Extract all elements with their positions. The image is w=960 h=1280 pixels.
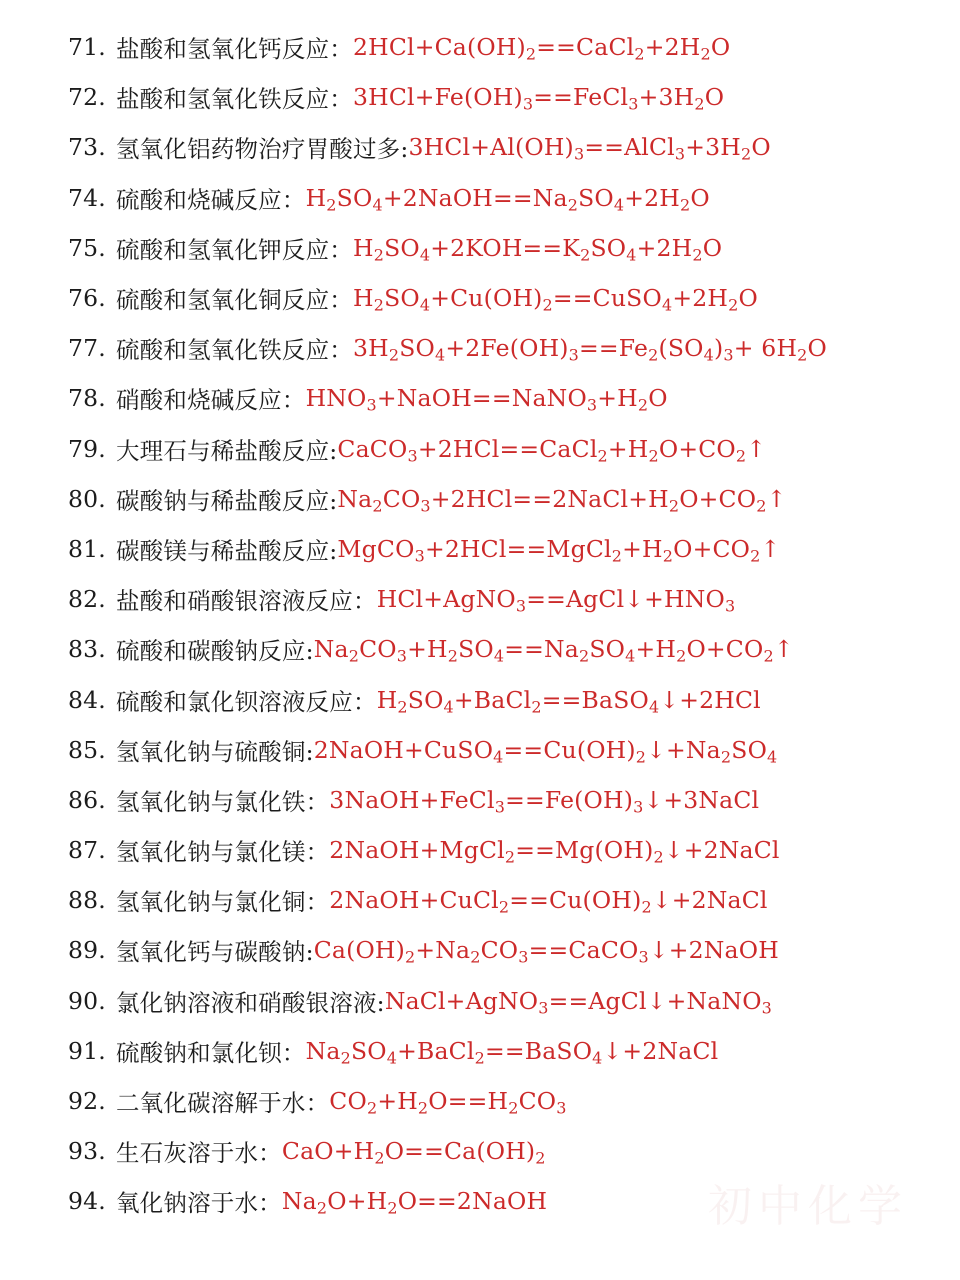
reaction-row bbox=[68, 674, 940, 724]
reaction-description: 盐酸和硝酸银溶液反应： bbox=[115, 587, 377, 616]
reaction-description: 氢氧化钠与氯化镁： bbox=[115, 838, 330, 867]
reaction-number: 83. bbox=[68, 635, 106, 664]
reaction-formula: $2NaOH+CuCl_2==Cu(OH)_2↓+2NaCl$ bbox=[329, 886, 768, 917]
reaction-number: 93. bbox=[68, 1137, 106, 1166]
reaction-number: 81. bbox=[68, 534, 106, 563]
reaction-description: 大理石与稀盐酸反应: bbox=[115, 436, 338, 465]
reaction-row bbox=[68, 273, 940, 323]
reaction-formula: $H_2SO_4+2NaOH==Na_2SO_4+2H_2O$ bbox=[305, 183, 710, 215]
reaction-row bbox=[68, 223, 940, 273]
reaction-formula: $3HCl+Fe(OH)_3==FeCl_3+3H_2O$ bbox=[352, 83, 725, 114]
reaction-row bbox=[68, 1076, 940, 1126]
reaction-description: 氢氧化钠与氯化铁： bbox=[115, 787, 330, 816]
reaction-number: 80. bbox=[68, 484, 106, 513]
reaction-description: 碳酸镁与稀盐酸反应: bbox=[115, 536, 338, 565]
reaction-row bbox=[68, 22, 940, 72]
reaction-number: 90. bbox=[68, 986, 106, 1015]
reaction-row bbox=[68, 1026, 940, 1076]
reaction-row bbox=[68, 825, 940, 875]
reaction-description: 硫酸和氢氧化钾反应： bbox=[115, 235, 353, 264]
reaction-number: 82. bbox=[68, 585, 106, 614]
reaction-number: 72. bbox=[68, 83, 106, 112]
reaction-formula: $2NaOH+MgCl_2==Mg(OH)_2↓+2NaCl$ bbox=[329, 836, 780, 867]
reaction-description: 硫酸和碳酸钠反应: bbox=[115, 637, 314, 666]
reaction-formula: $Na_2CO_3+H_2SO_4==Na_2SO_4+H_2O+CO_2↑$ bbox=[313, 635, 794, 666]
reaction-description: 硝酸和烧碱反应： bbox=[115, 386, 306, 415]
reaction-description: 硫酸和氯化钡溶液反应： bbox=[115, 687, 377, 716]
reaction-description: 盐酸和氢氧化铁反应： bbox=[115, 85, 353, 114]
reaction-row bbox=[68, 323, 940, 373]
reaction-row bbox=[68, 72, 940, 122]
reaction-row bbox=[68, 925, 940, 975]
reaction-row bbox=[68, 624, 940, 674]
reaction-number: 92. bbox=[68, 1087, 106, 1116]
reaction-number: 75. bbox=[68, 233, 106, 262]
reaction-list bbox=[68, 22, 940, 1227]
reaction-number: 94. bbox=[68, 1187, 106, 1216]
reaction-description: 盐酸和氢氧化钙反应： bbox=[115, 35, 353, 64]
reaction-formula: $Ca(OH)_2+Na_2CO_3==CaCO_3↓+2NaOH$ bbox=[313, 936, 779, 967]
reaction-formula: $CO_2+H_2O==H_2CO_3$ bbox=[329, 1087, 567, 1118]
reaction-formula: $HCl+AgNO_3==AgCl↓+HNO_3$ bbox=[376, 585, 736, 616]
reaction-formula: $CaCO_3+2HCl==CaCl_2+H_2O+CO_2↑$ bbox=[337, 434, 767, 466]
reaction-row bbox=[68, 725, 940, 775]
reaction-number: 74. bbox=[68, 183, 106, 212]
reaction-row bbox=[68, 474, 940, 524]
reaction-formula: $HNO_3+NaOH==NaNO_3+H_2O$ bbox=[305, 384, 668, 415]
reaction-description: 硫酸和氢氧化铜反应： bbox=[115, 286, 353, 315]
reaction-formula: $3H_2SO_4+2Fe(OH)_3==Fe_2(SO_4)_3+ 6H_2O$ bbox=[352, 334, 827, 365]
reaction-number: 76. bbox=[68, 284, 106, 313]
reaction-number: 77. bbox=[68, 334, 106, 363]
reaction-formula: $H_2SO_4+Cu(OH)_2==CuSO_4+2H_2O$ bbox=[352, 284, 758, 315]
reaction-formula: $H_2SO_4+BaCl_2==BaSO_4↓+2HCl$ bbox=[376, 685, 761, 716]
reaction-number: 91. bbox=[68, 1036, 106, 1065]
reaction-description: 氢氧化钠与硫酸铜: bbox=[115, 737, 314, 766]
reaction-row bbox=[68, 173, 940, 223]
reaction-formula: $Na_2SO_4+BaCl_2==BaSO_4↓+2NaCl$ bbox=[305, 1036, 719, 1068]
reaction-number: 86. bbox=[68, 785, 106, 814]
reaction-formula: NaCl+AgNO$_3$==AgCl↓+NaNO$_3$ bbox=[384, 986, 773, 1018]
reaction-formula: $3NaOH+FeCl_3==Fe(OH)_3↓+3NaCl$ bbox=[329, 785, 760, 817]
reaction-number: 87. bbox=[68, 836, 106, 865]
reaction-row bbox=[68, 976, 940, 1026]
reaction-description: 硫酸和氢氧化铁反应： bbox=[115, 336, 353, 365]
reaction-formula: $Na_2O+H_2O==2NaOH$ bbox=[281, 1187, 548, 1218]
reaction-number: 85. bbox=[68, 735, 106, 764]
watermark: 初中化学 bbox=[708, 1181, 908, 1232]
reaction-description: 二氧化碳溶解于水： bbox=[115, 1089, 330, 1118]
reaction-row bbox=[68, 1126, 940, 1176]
reaction-description: 碳酸钠与稀盐酸反应: bbox=[115, 486, 338, 515]
reaction-number: 79. bbox=[68, 434, 106, 463]
reaction-description: 生石灰溶于水： bbox=[115, 1139, 282, 1168]
reaction-description: 氧化钠溶于水： bbox=[115, 1189, 282, 1218]
reaction-description: 氯化钠溶液和硝酸银溶液: bbox=[115, 988, 385, 1017]
reaction-formula: $CaO+H_2O==Ca(OH)_2$ bbox=[281, 1137, 546, 1168]
reaction-row bbox=[68, 574, 940, 624]
reaction-row bbox=[68, 373, 940, 423]
reaction-number: 84. bbox=[68, 685, 106, 714]
reaction-formula: $Na_2CO_3+2HCl==2NaCl+H_2O+CO_2↑$ bbox=[337, 484, 787, 516]
reaction-number: 89. bbox=[68, 936, 106, 965]
reaction-row bbox=[68, 1176, 940, 1226]
reaction-row bbox=[68, 775, 940, 825]
reaction-row bbox=[68, 122, 940, 172]
reaction-row bbox=[68, 524, 940, 574]
reaction-formula: $MgCO_3+2HCl==MgCl_2+H_2O+CO_2↑$ bbox=[337, 534, 781, 566]
reaction-formula: $3HCl+Al(OH)_3==AlCl_3+3H_2O$ bbox=[408, 133, 771, 164]
reaction-description: 氢氧化钙与碳酸钠: bbox=[115, 938, 314, 967]
reaction-description: 硫酸和烧碱反应： bbox=[115, 185, 306, 214]
reaction-formula: $2HCl+Ca(OH)_2==CaCl_2+2H_2O$ bbox=[352, 33, 731, 64]
reaction-number: 73. bbox=[68, 133, 106, 162]
reaction-row bbox=[68, 875, 940, 925]
reaction-formula: $H_2SO_4+2KOH==K_2SO_4+2H_2O$ bbox=[352, 233, 723, 265]
reaction-description: 氢氧化钠与氯化铜： bbox=[115, 888, 330, 917]
reaction-number: 78. bbox=[68, 384, 106, 413]
reaction-formula: $2NaOH+CuSO_4==Cu(OH)_2↓+Na_2SO_4$ bbox=[313, 735, 778, 767]
reaction-number: 88. bbox=[68, 886, 106, 915]
reaction-description: 氢氧化铝药物治疗胃酸过多: bbox=[115, 135, 409, 164]
reaction-description: 硫酸钠和氯化钡： bbox=[115, 1038, 306, 1067]
reaction-number: 71. bbox=[68, 33, 106, 62]
reaction-row bbox=[68, 424, 940, 474]
